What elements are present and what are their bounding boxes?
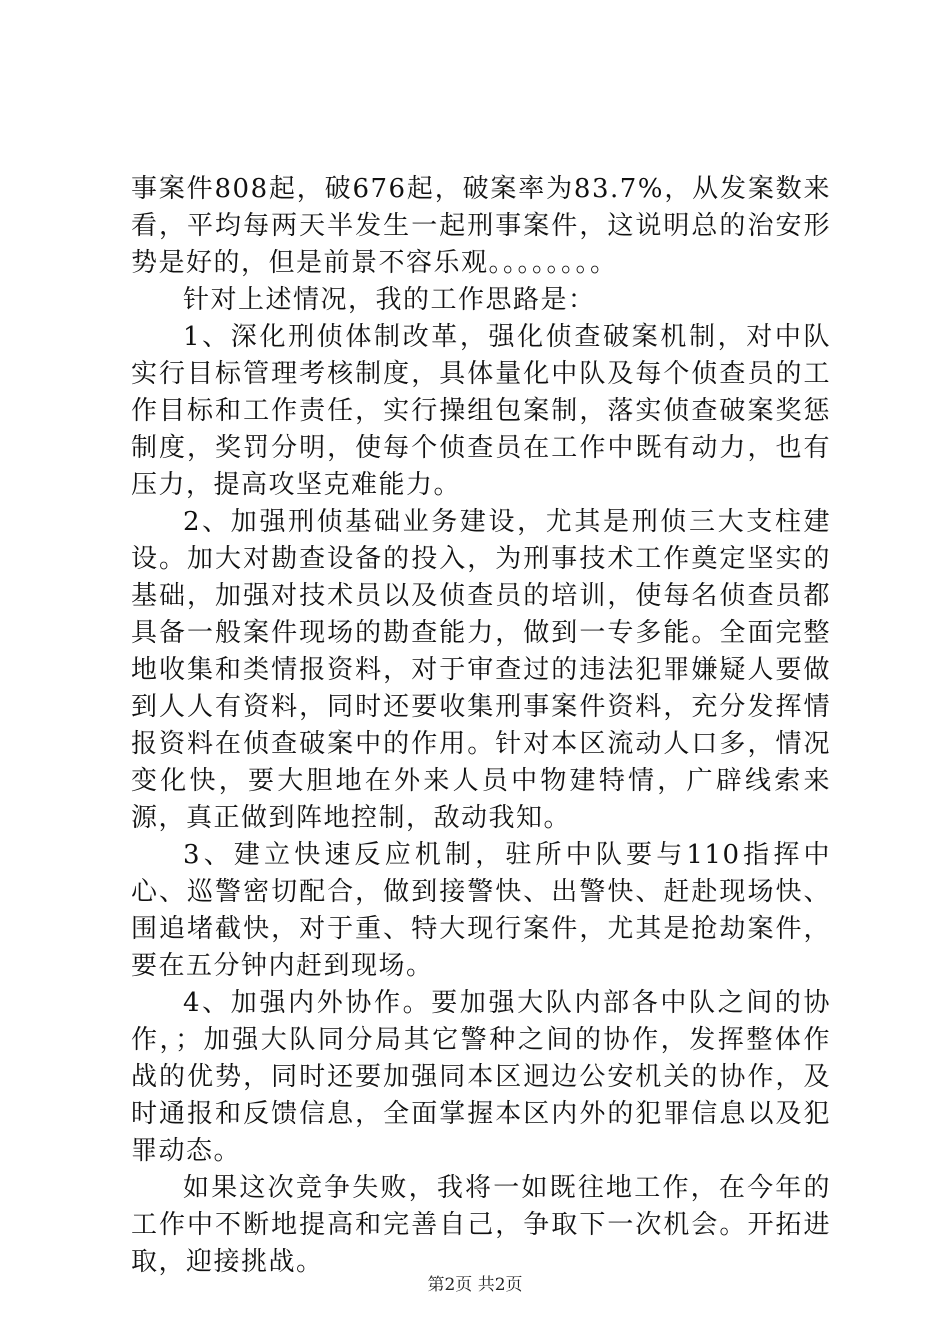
- paragraph-intro: 针对上述情况，我的工作思路是：: [183, 285, 596, 315]
- page-footer: 第2页 共2页: [427, 1275, 523, 1295]
- paragraph-continuation: 事案件808起，破676起，破案率为83.7%，从发案数来看，平均每两天半发生一起刑事案件，这说明总的治安形势是好的，但是前景不容乐观。。。。。。。。: [131, 174, 831, 278]
- paragraph-point-1: 1、深化刑侦体制改革，强化侦查破案机制，对中队实行目标管理考核制度，具体量化中队及每个侦查员的工作目标和工作责任，实行操组包案制，落实侦查破案奖惩制度，奖罚分明，使每个侦查员在工作中既有动力，也有压力，提高攻坚克难能力。: [131, 322, 831, 500]
- paragraph-point-4: 4、加强内外协作。要加强大队内部各中队之间的协作，；加强大队同分局其它警种之间的协作，发挥整体作战的优势，同时还要加强同本区迥边公安机关的协作，及时通报和反馈信息，全面掌握本区内外的犯罪信息以及犯罪动态。: [131, 988, 831, 1166]
- paragraph-point-2: 2、加强刑侦基础业务建设，尤其是刑侦三大支柱建设。加大对勘查设备的投入，为刑事技术工作奠定坚实的基础，加强对技术员以及侦查员的培训，使每名侦查员都具备一般案件现场的勘查能力，做到一专多能。全面完整地收集和类情报资料，对于审查过的违法犯罪嫌疑人要做到人人有资料，同时还要收集刑事案件资料，充分发挥情报资料在侦查破案中的作用。针对本区流动人口多，情况变化快，要大胆地在外来人员中物建特情，广辟线索来源，真正做到阵地控制，敌动我知。: [131, 507, 831, 833]
- paragraph-point-3: 3、建立快速反应机制，驻所中队要与110指挥中心、巡警密切配合，做到接警快、出警快、赶赴现场快、围追堵截快，对于重、特大现行案件，尤其是抢劫案件，要在五分钟内赶到现场。: [131, 840, 831, 981]
- paragraph-conclusion: 如果这次竞争失败，我将一如既往地工作，在今年的工作中不断地提高和完善自己，争取下一次机会。开拓进取，迎接挑战。: [131, 1173, 831, 1277]
- document-body: [131, 171, 831, 1281]
